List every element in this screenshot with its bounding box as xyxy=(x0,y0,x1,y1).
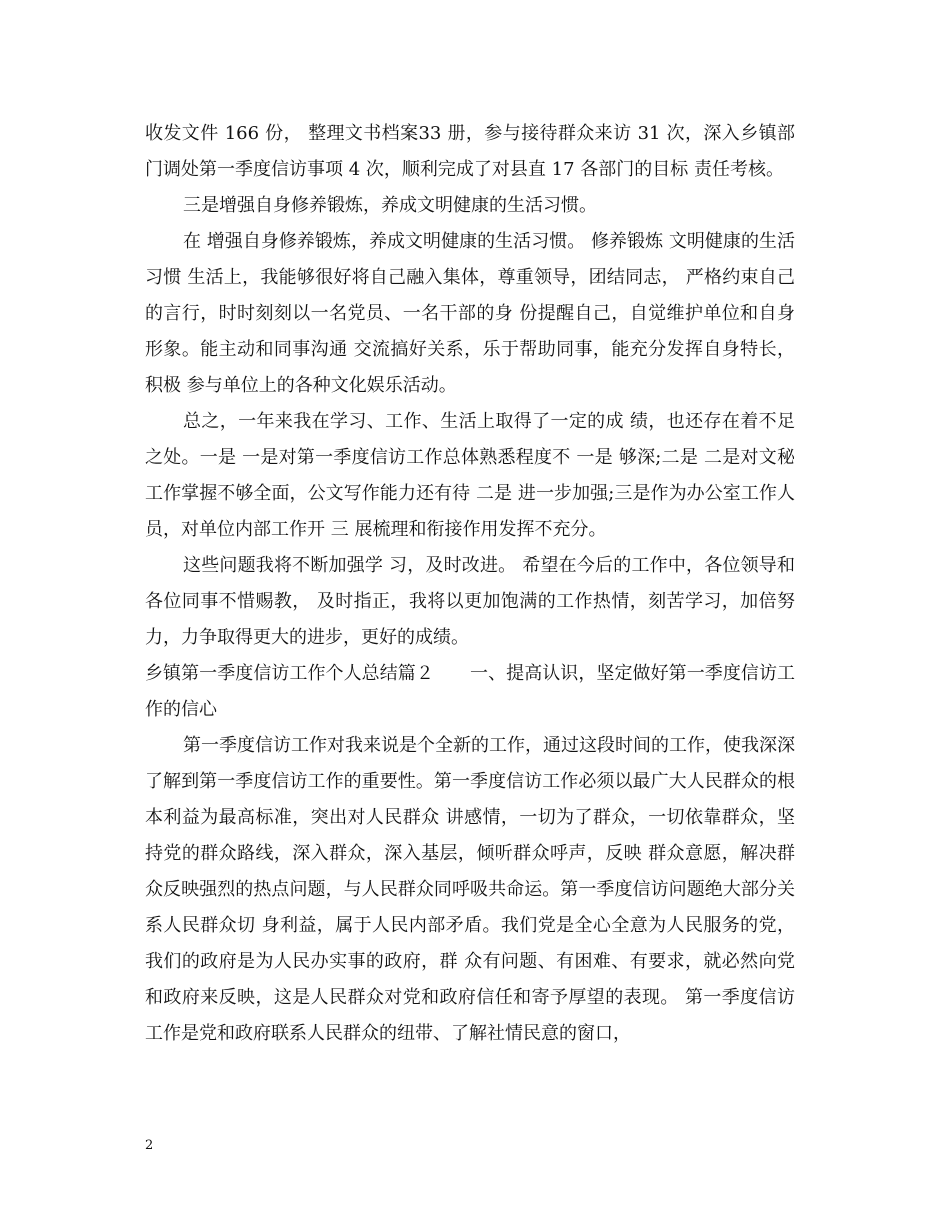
document-body xyxy=(145,116,795,1052)
page-number: 2 xyxy=(145,1138,154,1153)
paragraph-summary: 总之，一年来我在学习、工作、生活上取得了一定的成 绩，也还存在着不足之处。一是 一是对第一季度信访工作总体熟悉程度不 一是 够深;二是 二是对文秘工作掌握不够全面，公文写作能力还有待 二是 进一步加强;三是作为办公室工作人员，对单位内部工作开 三 展梳理和衔接作用发挥不充分。 xyxy=(145,411,795,540)
paragraph-petition-work: 第一季度信访工作对我来说是个全新的工作，通过这段时间的工作，使我深深了解到第一季度信访工作的重要性。第一季度信访工作必须以最广大人民群众的根本利益为最高标准，突出对人民群众 讲感情，一切为了群众，一切依靠群众，坚持党的群众路线，深入群众，深入基层，倾听群众呼声，反映 群众意愿，解决群众反映强烈的热点问题，与人民群众同呼吸共命运。第一季度信访问题绝大部分关系人民群众切 身利益，属于人民内部矛盾。我们党是全心全意为人民服务的党，我们的政府是为人民办实事的政府，群 众有问题、有困难、有要求，就必然向党和政府来反映，这是人民群众对党和政府信任和寄予厚望的表现。 第一季度信访工作是党和政府联系人民群众的纽带、了解社情民意的窗口， xyxy=(145,735,795,1044)
paragraph-continuation: 收发文件 166 份， 整理文书档案33 册，参与接待群众来访 31 次，深入乡镇部 门调处第一季度信访事项 4 次，顺利完成了对县直 17 各部门的目标 责任考核。 xyxy=(145,123,795,180)
section-heading: 乡镇第一季度信访工作个人总结篇２ 一、提高认识，坚定做好第一季度信访工作的信心 xyxy=(145,663,795,720)
paragraph-self-cultivation: 在 增强自身修养锻炼，养成文明健康的生活习惯。 修养锻炼 文明健康的生活习惯 生活上，我能够很好将自己融入集体，尊重领导，团结同志， 严格约束自己的言行，时时刻刻以一名党员、一名干部的身 份提醒自己，自觉维护单位和自身形象。能主动和同事沟通 交流搞好关系，乐于帮助同事，能充分发挥自身特长，积极 参与单位上的各种文化娱乐活动。 xyxy=(145,231,795,396)
paragraph-improvement: 这些问题我将不断加强学 习，及时改进。 希望在今后的工作中，各位领导和各位同事不惜赐教， 及时指正，我将以更加饱满的工作热情，刻苦学习，加倍努 力，力争取得更大的进步，更好的成绩。 xyxy=(145,555,795,648)
paragraph-subheading: 三是增强自身修养锻炼，养成文明健康的生活习惯。 xyxy=(183,195,597,216)
